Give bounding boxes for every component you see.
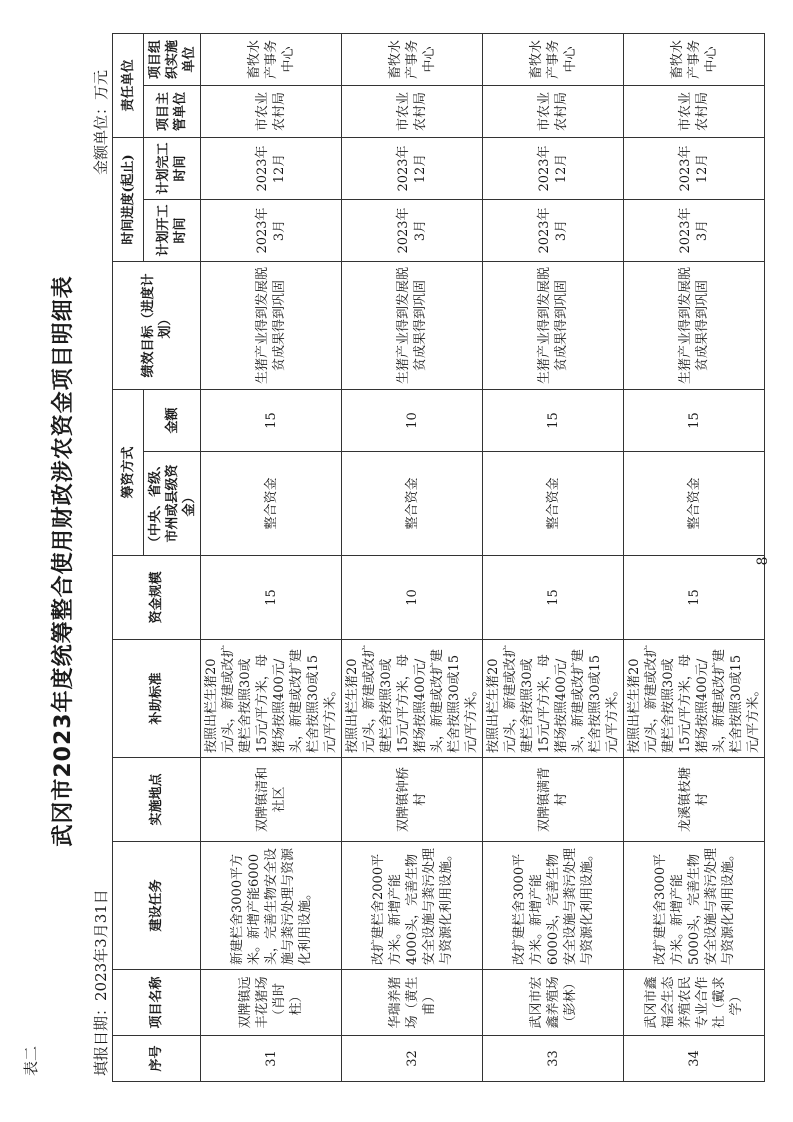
cell-seq: 33: [483, 1036, 624, 1082]
cell-impl: 畜牧水产事务中心: [624, 33, 765, 85]
cell-task: 改扩建栏舍3000平方米。新增产能5000头，完善生物安全设施与粪污处理与资源化利用设施。: [624, 842, 765, 970]
cell-subsidy: 按照出栏生猪20元/头，新建或改扩建栏舍按照30或15元/平方米，母猪场按照400元/头，新建或改扩建栏舍按照30或15元/平方米。: [201, 640, 342, 758]
cell-impl: 畜牧水产事务中心: [483, 33, 624, 85]
header-impl: 项目组织实施单位: [144, 33, 201, 85]
cell-dept: 市农业农村局: [483, 85, 624, 137]
cell-scale: 15: [624, 556, 765, 640]
cell-source: 整合资金: [624, 452, 765, 556]
form-number: 表二: [22, 1045, 40, 1076]
cell-start: 2023年3月: [483, 199, 624, 261]
cell-scale: 10: [342, 556, 483, 640]
cell-name: 双牌镇远丰花猪场（肖时柱）: [201, 970, 342, 1036]
cell-source: 整合资金: [342, 452, 483, 556]
cell-name: 武冈市宏鑫养殖场（彭林）: [483, 970, 624, 1036]
table-row: [624, 33, 765, 1081]
cell-goal: 生猪产业得到发展脱贫成果得到巩固: [624, 261, 765, 389]
cell-start: 2023年3月: [201, 199, 342, 261]
cell-name: 武冈市鑫福会生态养殖农民专业合作社（戴求学）: [624, 970, 765, 1036]
cell-location: 双牌镇钟桥村: [342, 758, 483, 842]
header-location: 实施地点: [113, 758, 201, 842]
header-end: 计划完工时间: [144, 137, 201, 199]
cell-dept: 市农业农村局: [201, 85, 342, 137]
cell-location: 双牌镇满背村: [483, 758, 624, 842]
cell-amount: 10: [342, 389, 483, 451]
header-resp-group: 责任单位: [113, 33, 144, 137]
cell-source: 整合资金: [483, 452, 624, 556]
cell-subsidy: 按照出栏生猪20元/头，新建或改扩建栏舍按照30或15元/平方米，母猪场按照400元/头，新建或改扩建栏舍按照30或15元/平方米。: [483, 640, 624, 758]
cell-dept: 市农业农村局: [342, 85, 483, 137]
header-dept: 项目主管单位: [144, 85, 201, 137]
cell-seq: 31: [201, 1036, 342, 1082]
cell-amount: 15: [483, 389, 624, 451]
cell-task: 改扩建栏舍3000平方米。新增产能6000头，完善生物安全设施与粪污处理与资源化利用设施。: [483, 842, 624, 970]
header-amount: 金额: [144, 389, 201, 451]
cell-task: 新建栏舍3000平方米。新增产能6000头，完善生物安全设施与粪污处理与资源化利用设施。: [201, 842, 342, 970]
cell-subsidy: 按照出栏生猪20元/头，新建或改扩建栏舍按照30或15元/平方米，母猪场按照400元/头，新建或改扩建栏舍按照30或15元/平方米。: [342, 640, 483, 758]
table-row: [483, 33, 624, 1081]
header-subsidy: 补助标准: [113, 640, 201, 758]
cell-goal: 生猪产业得到发展脱贫成果得到巩固: [201, 261, 342, 389]
header-funding-source: （中央、省级、市州或县级资金）: [144, 452, 201, 556]
cell-amount: 15: [624, 389, 765, 451]
cell-start: 2023年3月: [342, 199, 483, 261]
cell-start: 2023年3月: [624, 199, 765, 261]
cell-end: 2023年12月: [624, 137, 765, 199]
cell-dept: 市农业农村局: [624, 85, 765, 137]
cell-scale: 15: [483, 556, 624, 640]
cell-location: 双牌镇清和社区: [201, 758, 342, 842]
cell-end: 2023年12月: [201, 137, 342, 199]
header-task: 建设任务: [113, 842, 201, 970]
cell-task: 改扩建栏舍2000平方米。新增产能4000头，完善生物安全设施与粪污处理与资源化利用设施。: [342, 842, 483, 970]
cell-impl: 畜牧水产事务中心: [201, 33, 342, 85]
cell-end: 2023年12月: [483, 137, 624, 199]
cell-goal: 生猪产业得到发展脱贫成果得到巩固: [342, 261, 483, 389]
header-start: 计划开工时间: [144, 199, 201, 261]
cell-goal: 生猪产业得到发展脱贫成果得到巩固: [483, 261, 624, 389]
page-title: 武冈市2023年度统筹整合使用财政涉农资金项目明细表: [51, 275, 76, 847]
cell-amount: 15: [201, 389, 342, 451]
header-name: 项目名称: [113, 970, 201, 1036]
header-scale: 资金规模: [113, 556, 201, 640]
project-table: [112, 33, 765, 1082]
cell-scale: 15: [201, 556, 342, 640]
cell-source: 整合资金: [201, 452, 342, 556]
cell-seq: 32: [342, 1036, 483, 1082]
table-row: [342, 33, 483, 1081]
header-goal: 绩效目标（进度计划）: [113, 261, 201, 389]
cell-location: 龙溪镇枝塘村: [624, 758, 765, 842]
header-schedule-group: 时间进度(起止): [113, 137, 144, 261]
cell-end: 2023年12月: [342, 137, 483, 199]
table-row: [201, 33, 342, 1081]
page-number: 8: [755, 556, 771, 566]
cell-subsidy: 按照出栏生猪20元/头，新建或改扩建栏舍按照30或15元/平方米，母猪场按照400元/头，新建或改扩建栏舍按照30或15元/平方米。: [624, 640, 765, 758]
cell-impl: 畜牧水产事务中心: [342, 33, 483, 85]
amount-unit: 金额单位：万元: [92, 70, 110, 176]
cell-seq: 34: [624, 1036, 765, 1082]
fill-date: 填报日期：2023年3月31日: [92, 889, 110, 1076]
header-funding-group: 筹资方式: [113, 389, 144, 555]
cell-name: 华瑞养猪场（黄生甫）: [342, 970, 483, 1036]
header-seq: 序号: [113, 1036, 201, 1082]
